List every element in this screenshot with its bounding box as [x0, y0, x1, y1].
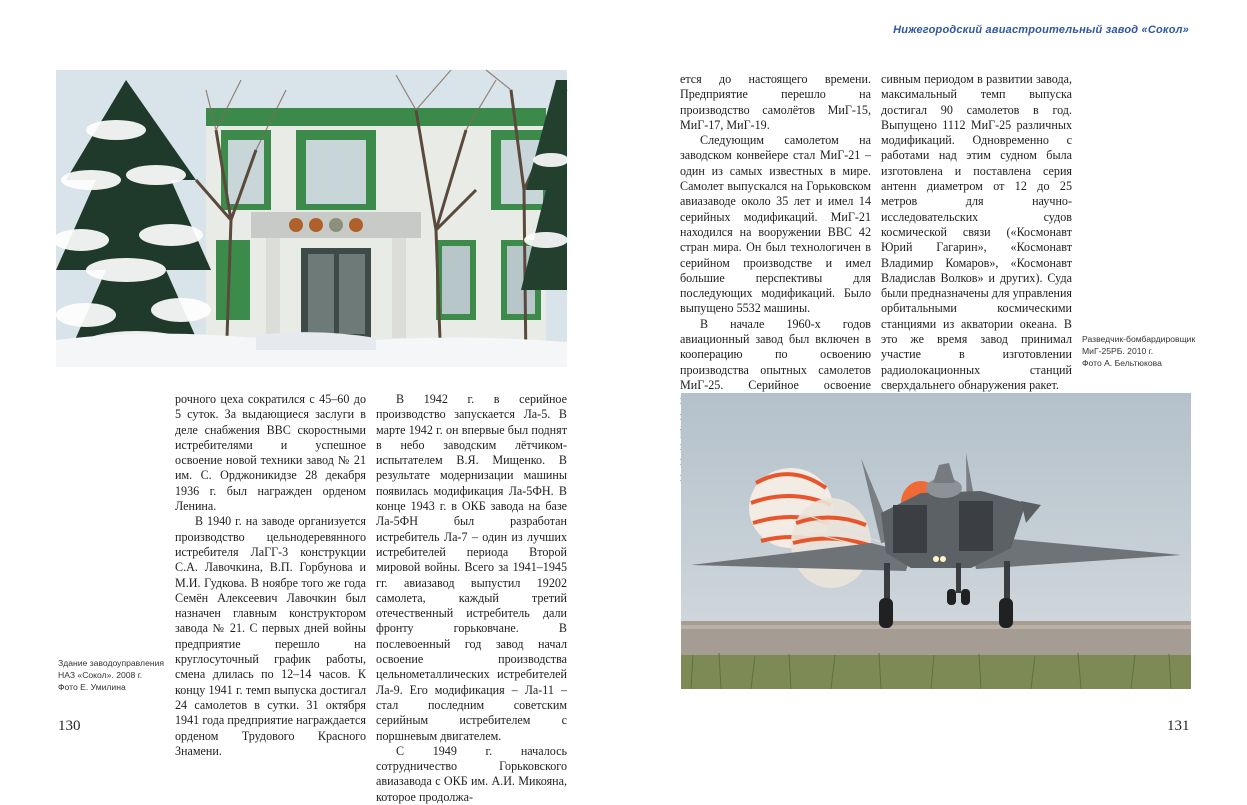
caption-line: Разведчик-бомбардировщик	[1082, 334, 1196, 344]
factory-building-illustration	[56, 70, 567, 367]
mig-25rb-illustration	[681, 393, 1191, 689]
paragraph: ется до настоящего времени. Предприятие перешло на производство самолётов МиГ-15, МиГ-17, МиГ-19.	[680, 72, 871, 132]
paragraph: В 1940 г. на заводе организуется производство цельнодеревянного истребителя ЛаГГ-3 конструкции С.А. Лавочкина, В.П. Горбунова и М.И. Гудкова. В ноябре того же года Семён Алексеевич Лавочкин был назначен главным конструктором завода № 21. С первых дней войны предприятие перешло на круглосуточный график работы, смена длилась по 12–14 часов. К концу 1941 г. темп выпуска достигал 24 самолетов в сутки. 31 октября 1941 года предприятие награждается орденом Трудового Красного Знамени.	[175, 514, 366, 758]
paragraph: рочного цеха сократился с 45–60 до 5 суток. За выдающиеся заслуги в деле снабжения ВВС скоростными истребителями и успешное освоение новой техники завод № 21 им. С. Орджоникидзе 28 декабря 1936 г. был награжден орденом Ленина.	[175, 392, 366, 514]
paragraph: С 1949 г. началось сотрудничество Горьковского авиазавода с ОКБ им. А.И. Микояна, которое продолжа-	[376, 743, 567, 804]
caption-line: НАЗ «Сокол». 2008 г.	[58, 670, 143, 680]
jet-photo-caption	[1082, 333, 1195, 369]
left-page-column-2	[376, 392, 567, 805]
caption-line: Фото Е. Умилина	[58, 682, 126, 692]
caption-line: Фото А. Бельтюкова	[1082, 358, 1162, 368]
paragraph: В начале 1960-х годов авиационный завод был включен в кооперацию по освоению производства опытных самолетов МиГ-25. Серийное освоение	[680, 316, 871, 392]
caption-line: Здание заводоуправления	[58, 658, 165, 668]
paragraph: В 1942 г. в серийное производство запускается Ла-5. В марте 1942 г. он впервые был поднят в небо заводским лётчиком-испытателем В.Я. Мищенко. В результате модернизации машины появилась модификация Ла-5ФН. В конце 1943 г. в ОКБ завода на базе Ла-5ФН был разработан истребитель Ла-7 – один из лучших истребителей периода Второй мировой войны. Всего за 1941–1945 гг. авиазавод выпустил 19202 самолета, каждый третий отечественный истребитель дали фронту горьковчане. В послевоенный год завод начал освоение производства цельнометаллических истребителей Ла-9. Его модификация – Ла-11 – стал последним советским серийным истребителем с поршневым двигателем.	[376, 392, 567, 743]
page-number-right: 131	[1167, 718, 1190, 734]
running-header: Нижегородский авиастроительный завод «Сокол»	[893, 24, 1189, 36]
left-page-column-1	[175, 392, 366, 759]
page-number-left: 130	[58, 718, 81, 734]
factory-building-photo	[56, 70, 567, 367]
mig-25rb-photo	[681, 393, 1191, 689]
building-photo-caption	[58, 657, 164, 693]
caption-line: МиГ-25РБ. 2010 г.	[1082, 346, 1154, 356]
paragraph: Следующим самолетом на заводском конвейере стал МиГ-21 – один из самых известных в мире. Самолет выпускался на Горьковском авиазаводе около 35 лет и имел 14 серийных модификаций. МиГ-21 находился на вооружении ВВС 42 стран мира. Он был технологичен в серийном производстве и имел большие перспективы для последующих модификаций. Было выпущено 5532 машины.	[680, 133, 871, 316]
paragraph: сивным периодом в развитии завода, максимальный темп выпуска достигал 90 самолетов в год. Выпущено 1112 МиГ-25 различных модификаций. Одновременно с работами над этим судном была изготовлена и поставлена серия антенн диаметром от 12 до 25 метров для научно-исследовательских судов космической связи («Космонавт Юрий Гагарин», «Космонавт Владимир Комаров», «Космонавт Владислав Волков» и других). Суда были предназначены для управления орбитальными космическими станциями из акватории океана. В это же время завод принимал участие в изготовлении радиолокационных станций сверхдальнего обнаружения ракет.	[881, 72, 1072, 392]
